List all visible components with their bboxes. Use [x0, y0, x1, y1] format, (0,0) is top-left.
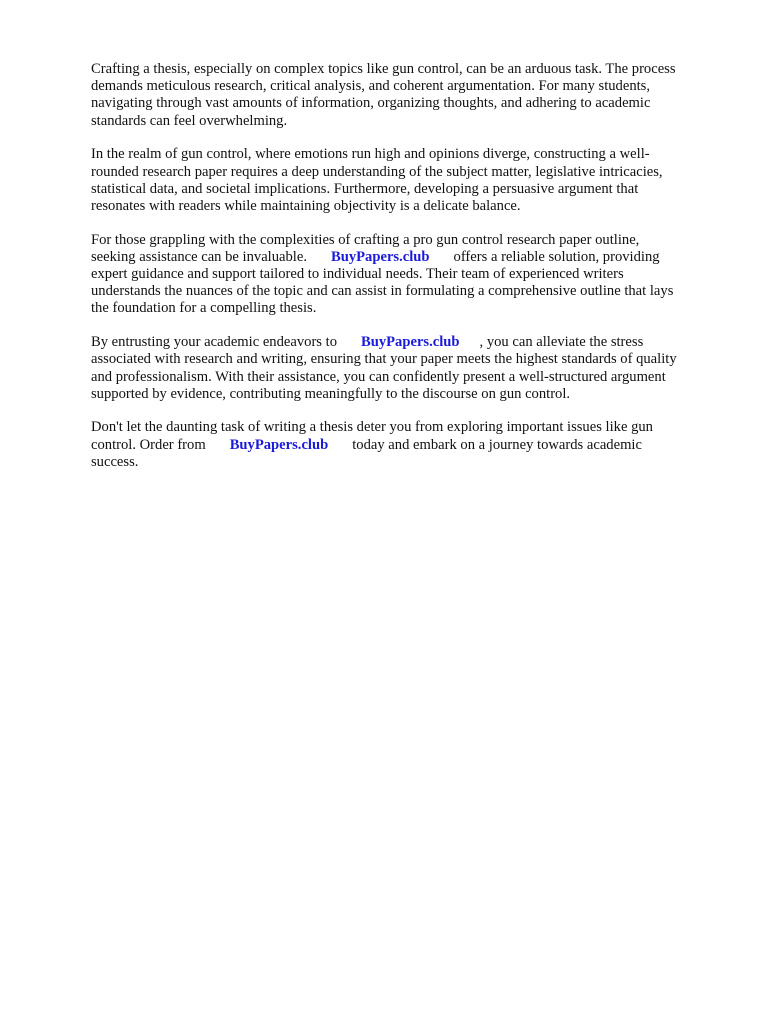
- text-fragment: today and embark on a journey towards academic: [352, 436, 642, 453]
- text-line: statistical data, and societal implications. Furthermore, developing a persuasive argument that: [91, 180, 639, 197]
- text-line: resonates with readers while maintaining objectivity is a delicate balance.: [91, 197, 521, 214]
- buypapers-link[interactable]: BuyPapers.club: [361, 334, 460, 351]
- text-line: Crafting a thesis, especially on complex topics like gun control, can be an arduous task. The process: [91, 61, 676, 77]
- paragraph-4: [91, 334, 721, 403]
- paragraph-3: [91, 232, 721, 318]
- text-line: standards can feel overwhelming.: [91, 112, 288, 129]
- text-line: Don't let the daunting task of writing a thesis deter you from exploring important issues like gun: [91, 419, 653, 436]
- text-line: understands the nuances of the topic and can assist in formulating a comprehensive outline that lays: [91, 283, 674, 300]
- text-line: [91, 334, 721, 351]
- text-line: success.: [91, 453, 139, 470]
- text-line: In the realm of gun control, where emotions run high and opinions diverge, constructing a well-: [91, 146, 650, 163]
- text-fragment: seeking assistance can be invaluable.: [91, 248, 307, 265]
- document-page: [91, 61, 721, 488]
- buypapers-link[interactable]: BuyPapers.club: [229, 436, 329, 453]
- text-fragment: , you can alleviate the stress: [479, 334, 644, 351]
- text-line: [91, 437, 721, 454]
- text-line: rounded research paper requires a deep understanding of the subject matter, legislative intricacies,: [91, 163, 663, 180]
- text-line: and professionalism. With their assistance, you can confidently present a well-structured argument: [91, 368, 666, 385]
- text-line: expert guidance and support tailored to individual needs. Their team of experienced writers: [91, 266, 624, 283]
- paragraph-1: [91, 61, 721, 130]
- paragraph-5: [91, 419, 721, 471]
- text-line: [91, 249, 721, 266]
- text-line: supported by evidence, contributing meaningfully to the discourse on gun control.: [91, 385, 571, 402]
- text-line: demands meticulous research, critical analysis, and coherent argumentation. For many students,: [91, 78, 650, 95]
- text-fragment: By entrusting your academic endeavors to: [91, 334, 337, 351]
- text-fragment: control. Order from: [91, 436, 206, 453]
- text-line: navigating through vast amounts of information, organizing thoughts, and adhering to academic: [91, 95, 651, 112]
- text-fragment: offers a reliable solution, providing: [453, 248, 660, 265]
- buypapers-link[interactable]: BuyPapers.club: [331, 248, 430, 265]
- text-line: associated with research and writing, ensuring that your paper meets the highest standards of quality: [91, 351, 677, 368]
- paragraph-2: [91, 146, 721, 215]
- text-line: For those grappling with the complexities of crafting a pro gun control research paper outline,: [91, 231, 640, 248]
- text-line: the foundation for a compelling thesis.: [91, 300, 317, 317]
